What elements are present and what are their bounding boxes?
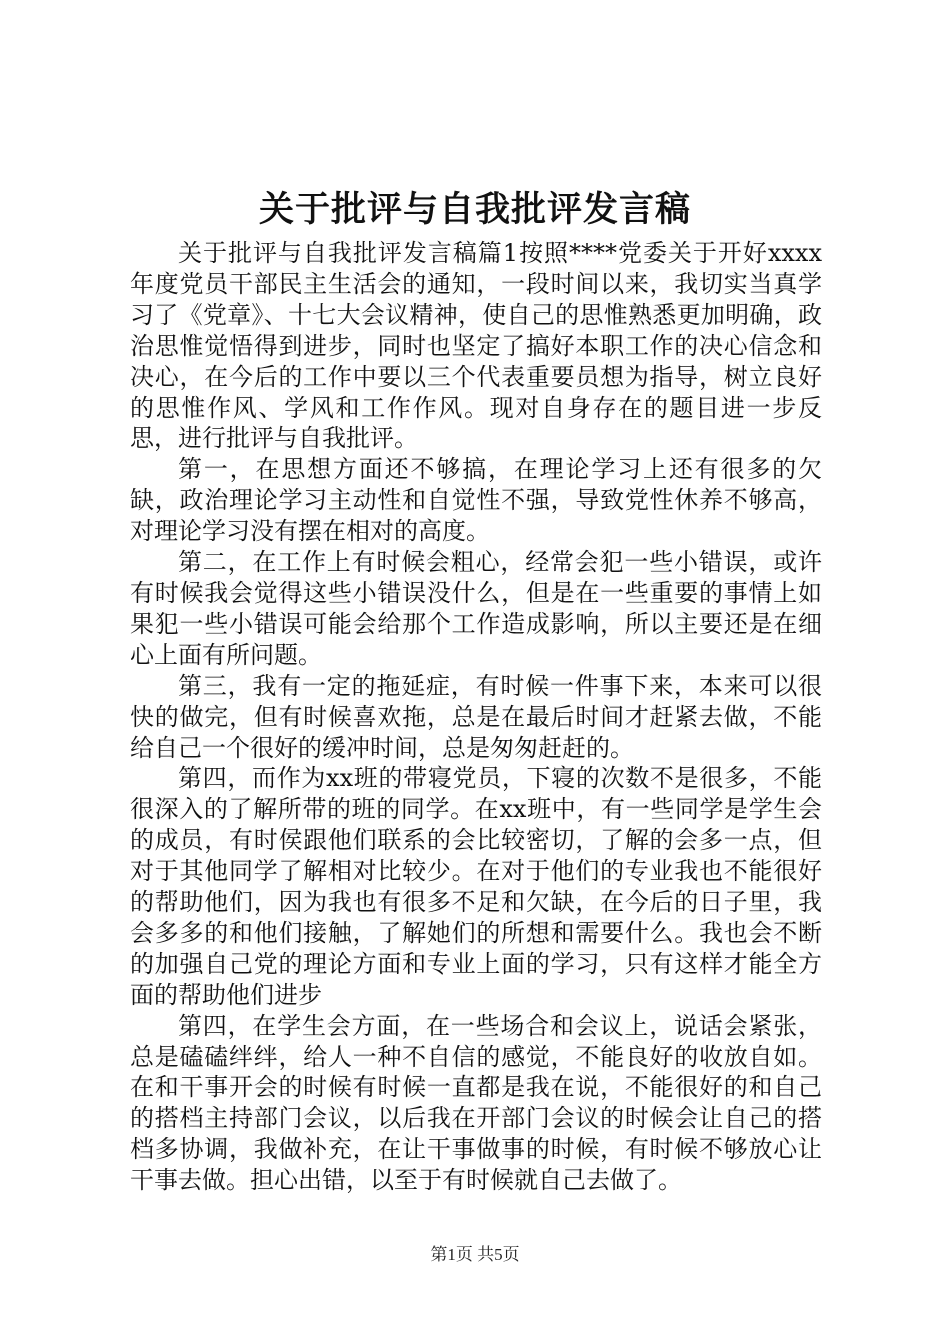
paragraph-first-point: 第一，在思想方面还不够搞，在理论学习上还有很多的欠缺，政治理论学习主动性和自觉性不强，导致党性休养不够高，对理论学习没有摆在相对的高度。 [130,455,822,546]
page-number-footer: 第1页 共5页 [430,1245,520,1264]
document-title: 关于批评与自我批评发言稿 [258,189,691,230]
paragraph-second-point: 第二，在工作上有时候会粗心，经常会犯一些小错误，或许有时候我会觉得这些小错误没什么，但是在一些重要的事情上如果犯一些小错误可能会给那个工作造成影响，所以主要还是在细心上面有所问题。 [130,548,822,669]
paragraph-fourth-point: 第四，而作为xx班的带寝党员，下寝的次数不是很多，不能很深入的了解所带的班的同学。在xx班中，有一些同学是学生会的成员，有时侯跟他们联系的会比较密切，了解的会多一点，但对于其他同学了解相对比较少。在对于他们的专业我也不能很好的帮助他们，因为我也有很多不足和欠缺，在今后的日子里，我会多多的和他们接触，了解她们的所想和需要什么。我也会不断的加强自己党的理论方面和专业上面的学习，只有这样才能全方面的帮助他们进步 [130,764,822,1009]
paragraph-third-point: 第三，我有一定的拖延症，有时候一件事下来，本来可以很快的做完，但有时候喜欢拖，总是在最后时间才赶紧去做，不能给自己一个很好的缓冲时间，总是匆匆赶赶的。 [130,671,822,762]
paragraph-fourth-point-student-union: 第四，在学生会方面，在一些场合和会议上，说话会紧张，总是磕磕绊绊，给人一种不自信的感觉，不能良好的收放自如。在和干事开会的时候有时候一直都是我在说，不能很好的和自己的搭档主持部门会议，以后我在开部门会议的时候会让自己的搭档多协调，我做补充，在让干事做事的时候，有时候不够放心让干事去做。担心出错，以至于有时候就自己去做了。 [130,1011,822,1195]
document-body [130,238,822,1196]
paragraph-intro: 关于批评与自我批评发言稿篇1按照****党委关于开好xxxx年度党员干部民主生活会的通知，一段时间以来，我切实当真学习了《党章》、十七大会议精神，使自己的思惟熟悉更加明确，政治思惟觉悟得到进步，同时也坚定了搞好本职工作的决心信念和决心，在今后的工作中要以三个代表重要员想为指导，树立良好的思惟作风、学风和工作作风。现对自身存在的题目进一步反思，进行批评与自我批评。 [130,239,822,453]
